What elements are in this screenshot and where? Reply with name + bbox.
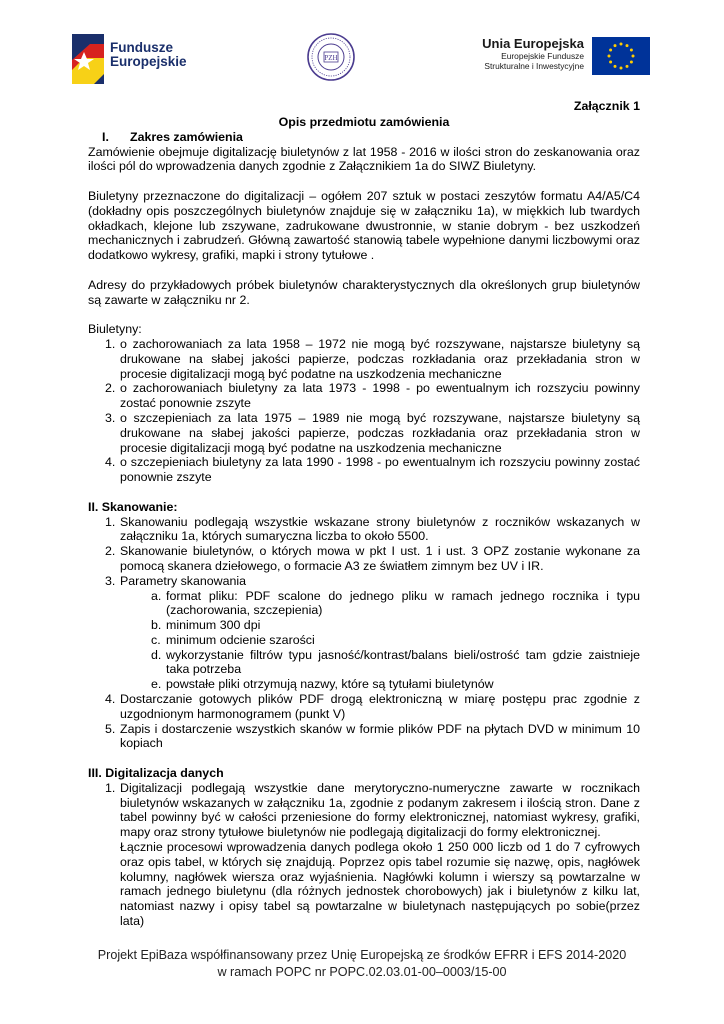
digitization-list (88, 781, 640, 840)
fundusze-europejskie-logo-text: Fundusze Europejskie (110, 40, 187, 69)
footer-line-1: Projekt EpiBaza współfinansowany przez Unię Europejską ze środków EFRR i EFS 2014-2020 (97, 948, 627, 962)
page-header (0, 0, 724, 100)
footer-line-2: w ramach POPC nr POPC.02.03.01-00–0003/15-00 (217, 965, 507, 979)
list-item: 2. o zachorowaniach biuletyny za lata 1973 - 1998 - po ewentualnym ich rozszyciu powinny zostać ponownie zszyte (105, 381, 640, 411)
svg-text:PZH: PZH (324, 54, 338, 62)
list-item: e. powstałe pliki otrzymują nazwy, które są tytułami biuletynów (151, 677, 494, 692)
section-1-paragraph-1: Zamówienie obejmuje digitalizację biuletynów z lat 1958 - 2016 w ilości stron do zeskanowania oraz ilości pól do wprowadzenia danych zgodnie z Załącznikiem 1a do SIWZ Biuletyny. (88, 144, 640, 174)
pzh-seal-icon (306, 32, 356, 82)
list-item: 1. Skanowaniu podlegają wszystkie wskazane strony biuletynów z roczników wskazanych w załączniku 1a, których sumaryczna liczba to około 5500. (105, 514, 640, 544)
section-1-paragraph-3: Adresy do przykładowych próbek biuletynów charakterystycznych dla określonych grup biuletynów są zawarte w załączniku nr 2. (88, 277, 640, 307)
section-2-heading: II. Skanowanie: (88, 499, 178, 514)
list-item: 2. Skanowanie biuletynów, o których mowa w pkt I ust. 1 i ust. 3 OPZ zostanie wykonane za pomocą skanera dziełowego, o formacie A3 ze światłem zimnym bez UV i IR. (105, 544, 640, 573)
list-item: c. minimum odcienie szarości (151, 632, 315, 647)
list-item: 3. Parametry skanowania (105, 573, 247, 588)
page-footer (0, 947, 724, 981)
section-1-heading: I. Zakres zamówienia (102, 129, 243, 144)
bulletins-list-intro: Biuletyny: (88, 322, 142, 337)
list-item: 1. Digitalizacji podlegają wszystkie dane merytoryczno-numeryczne zawarte w rocznikach biuletynów wskazanych w załączniku 1a, zgodnie z podanym zakresem i ilością stron. Dane z tabel powinny być w całości przeniesione do formy elektronicznej, natomiast wykresy, grafiki, mapy oraz strony tytułowe biuletynów nie podlegają digitalizacji do formy elektronicznej. (105, 780, 640, 840)
document-title: Opis przedmiotu zamówienia (278, 115, 450, 129)
list-item: 5. Zapis i dostarczenie wszystkich skanów w formie plików PDF na płytach DVD w minimum 10 kopiach (105, 721, 640, 751)
list-item: 4. o szczepieniach biuletyny za lata 1990 - 1998 - po ewentualnym ich rozszyciu powinny zostać ponownie zszyte (105, 455, 640, 485)
scanning-list-continued (88, 692, 640, 751)
list-item: d. wykorzystanie filtrów typu jasność/kontrast/balans bieli/ostrość tam gdzie zaistnieje taka potrzeba (151, 647, 640, 677)
list-item: 4. Dostarczanie gotowych plików PDF drogą elektroniczną w miarę postępu prac zgodnie z uzgodnionym harmonogramem (punkt V) (105, 692, 640, 721)
section-1-paragraph-2: Biuletyny przeznaczone do digitalizacji – ogółem 207 sztuk w postaci zeszytów formatu A4/A5/C4 (dokładny opis poszczególnych biuletynów znajduje się w załączniku 1a), w miękkich lub twardych okładkach, klejone lub zszywane, zadrukowane dwustronnie, w stanie dobrym - bez uszkodzeń mechanicznych i zabrudzeń. Główną zawartość stanowią tabele wypełnione danymi liczbowymi oraz dodatkowo wykresy, grafiki, mapki i strony tytułowe . (88, 188, 640, 263)
unia-europejska-logo-text: Unia Europejska Europejskie Fundusze Strukturalne i Inwestycyjne (482, 36, 584, 71)
list-item: 3. o szczepieniach za lata 1975 – 1989 nie mogą być rozszywane, najstarsze biuletyny są drukowane na słabej jakości papierze, podczas rozkładania oraz przekładania stron w procesie digitalizacji mogą być podatne na uszkodzenia mechaniczne (105, 410, 640, 455)
attachment-label: Załącznik 1 (573, 99, 640, 113)
list-item: b. minimum 300 dpi (151, 618, 261, 633)
scanning-list (88, 515, 640, 589)
digitization-paragraph: Łącznie procesowi wprowadzenia danych podlega około 1 250 000 liczb od 1 do 7 cyfrowych oraz opis tabel, w których się znajdują. Poprzez opis tabel rozumie się nazwę, opis, nagłówek kolumny, nagłówek wiersza oraz wyjaśnienia. Nagłówki kolumn i wierszy są powtarzalne w ramach jednego biuletynu (dla różnych jednostek chorobowych) jak i biuletynów z kilku lat, natomiast nazwy i opisy tabel są powtarzalne w biuletynach następujących po sobie(przez lata) (120, 840, 640, 929)
list-item: 1. o zachorowaniach za lata 1958 – 1972 nie mogą być rozszywane, najstarsze biuletyny są drukowane na słabej jakości papierze, podczas rozkładania oraz przekładania stron w procesie digitalizacji mogą być podatne na uszkodzenia mechaniczne (105, 336, 640, 381)
eu-flag-icon (592, 37, 650, 75)
scanning-parameters-list (88, 589, 640, 693)
document-body (88, 99, 640, 929)
bulletins-list (88, 337, 640, 485)
list-item: a. format pliku: PDF scalone do jednego pliku w ramach jednego rocznika i typu (zachorowania, szczepienia) (151, 588, 640, 618)
section-3-heading: III. Digitalizacja danych (88, 766, 224, 781)
